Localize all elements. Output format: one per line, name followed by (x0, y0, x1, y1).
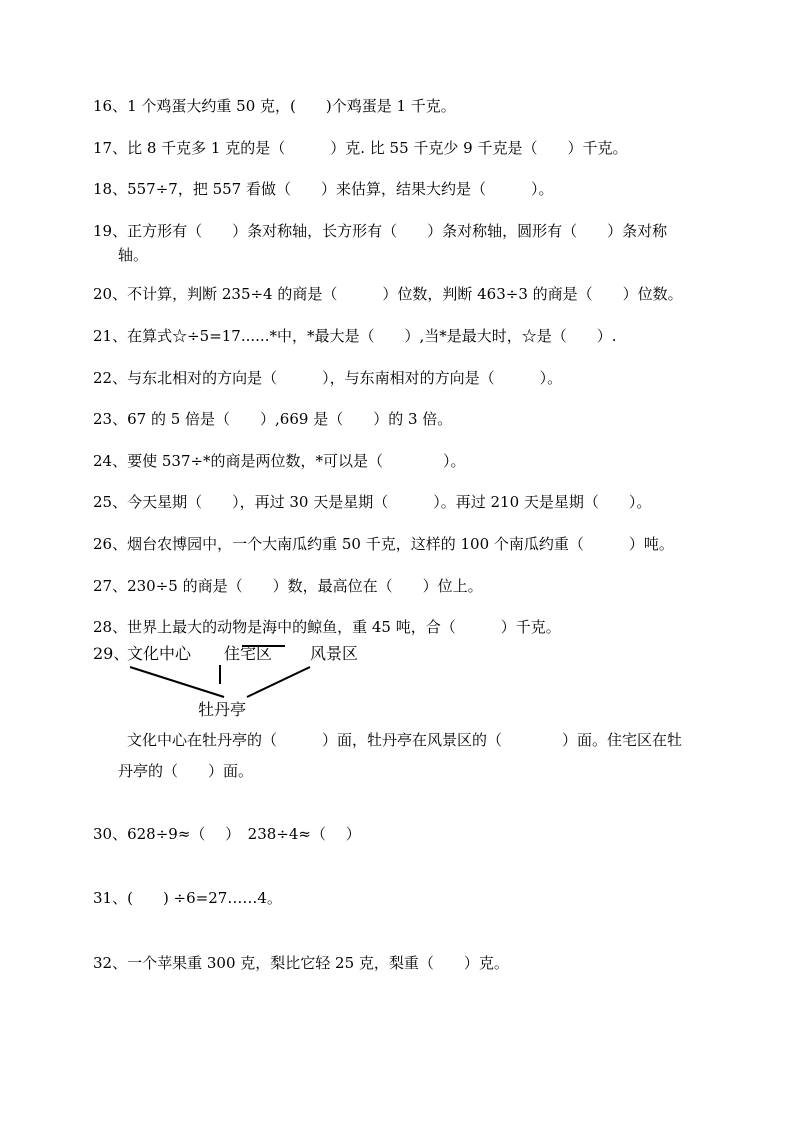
question-16: 16、1 个鸡蛋大约重 50 克，( )个鸡蛋是 1 千克。 (93, 97, 456, 115)
question-19-line-1: 19、正方形有（ ）条对称轴，长方形有（ ）条对称轴，圆形有（ ）条对称 (93, 222, 668, 240)
question-20: 20、不计算，判断 235÷4 的商是（ ）位数，判断 463÷3 的商是（ ）位数。 (93, 285, 683, 303)
question-22: 22、与东北相对的方向是（ ），与东南相对的方向是（ ）。 (93, 369, 563, 387)
diagram-peony-pavilion: 牡丹亭 (198, 700, 247, 719)
question-23: 23、67 的 5 倍是（ ）,669 是（ ）的 3 倍。 (93, 410, 453, 428)
question-26: 26、烟台农博园中，一个大南瓜约重 50 千克，这样的 100 个南瓜约重（ ）吨。 (93, 535, 674, 553)
question-24: 24、要使 537÷*的商是两位数，*可以是（ ）。 (93, 452, 466, 470)
connector-scenic-area (247, 667, 310, 697)
question-18: 18、557÷7，把 557 看做（ ）来估算，结果大约是（ ）。 (93, 180, 554, 198)
question-27: 27、230÷5 的商是（ ）数，最高位在（ ）位上。 (93, 577, 483, 595)
question-31: 31、( ) ÷6=27……4。 (93, 889, 282, 907)
question-21: 21、在算式☆÷5=17......*中，*最大是（ ）,当*是最大时，☆是（ ）. (93, 327, 617, 345)
question-25: 25、今天星期（ ），再过 30 天是星期（ ）。再过 210 天是星期（ ）。 (93, 493, 652, 511)
question-30: 30、628÷9≈（ ） 238÷4≈（ ） (93, 825, 361, 843)
question-32: 32、一个苹果重 300 克，梨比它轻 25 克，梨重（ ）克。 (93, 954, 509, 972)
diagram-scenic-area: 风景区 (310, 644, 359, 663)
question-29-line-2: 丹亭的（ ）面。 (118, 762, 254, 780)
question-28: 28、世界上最大的动物是海中的鲸鱼，重 45 吨，合（ ）千克。 (93, 618, 561, 636)
question-17: 17、比 8 千克多 1 克的是（ ）克. 比 55 千克少 9 千克是（ ）千克。 (93, 139, 628, 157)
connector-culture-center (130, 667, 224, 697)
question-29-number: 29、 (93, 644, 130, 663)
diagram-culture-center: 文化中心 (127, 644, 192, 663)
question-19-line-2: 轴。 (118, 246, 149, 264)
diagram-residential-area: 住宅区 (224, 644, 273, 663)
question-29-line-1: 文化中心在牡丹亭的（ ）面，牡丹亭在风景区的（ ）面。住宅区在牡 (127, 731, 683, 749)
